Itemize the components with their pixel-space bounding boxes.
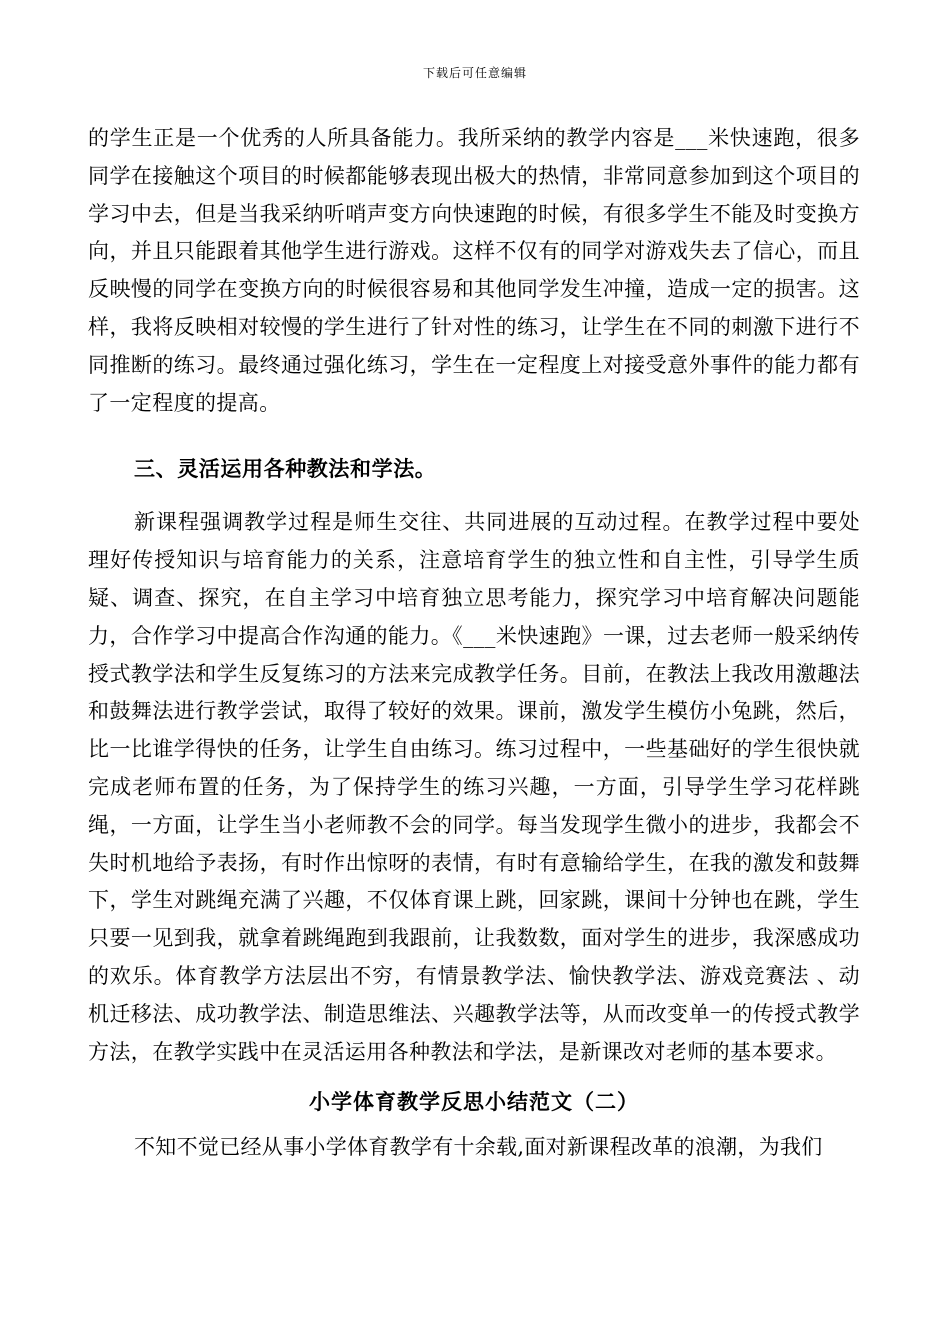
header-note: 下载后可任意编辑 [422,66,527,80]
section-paragraph: 新课程强调教学过程是师生交往、共同进展的互动过程。在教学过程中要处理好传授知识与培育能力的关系，注意培育学生的独立性和自主性，引导学生质疑、调查、探究，在自主学习中培育独立思考能力，探究学习中培育解决问题能力，合作学习中提高合作沟通的能力。《___米快速跑》一课，过去老师一般采纳传授式教学法和学生反复练习的方法来完成教学任务。目前，在教法上我改用激趣法和鼓舞法进行教学尝试，取得了较好的效果。课前，激发学生模仿小兔跳，然后，比一比谁学得快的任务，让学生自由练习。练习过程中，一些基础好的学生很快就完成老师布置的任务，为了保持学生的练习兴趣，一方面，引导学生学习花样跳绳，一方面，让学生当小老师教不会的同学。每当发现学生微小的进步，我都会不失时机地给予表扬，有时作出惊呀的表情，有时有意输给学生，在我的激发和鼓舞下，学生对跳绳充满了兴趣，不仅体育课上跳，回家跳，课间十分钟也在跳，学生只要一见到我，就拿着跳绳跑到我跟前，让我数数，面对学生的进步，我深感成功的欢乐。体育教学方法层出不穷，有情景教学法、愉快教学法、游戏竞赛法 、动机迁移法、成功教学法、制造思维法、兴趣教学法等，从而改变单一的传授式教学方法，在教学实践中在灵活运用各种教法和学法，是新课改对老师的基本要求。 [88,510,860,1064]
second-document-paragraph: 不知不觉已经从事小学体育教学有十余载,面对新课程改革的浪潮，为我们 [134,1135,823,1160]
section-heading: 三、灵活运用各种教法和学法。 [134,456,437,482]
document-body [88,120,860,1167]
intro-paragraph: 的学生正是一个优秀的人所具备能力。我所采纳的教学内容是___米快速跑，很多同学在接触这个项目的时候都能够表现出极大的热情，非常同意参加到这个项目的学习中去，但是当我采纳听哨声变方向快速跑的时候，有很多学生不能及时变换方向，并且只能跟着其他学生进行游戏。这样不仅有的同学对游戏失去了信心，而且反映慢的同学在变换方向的时候很容易和其他同学发生冲撞，造成一定的损害。这样，我将反映相对较慢的学生进行了针对性的练习，让学生在不同的刺激下进行不同推断的练习。最终通过强化练习，学生在一定程度上对接受意外事件的能力都有了一定程度的提高。 [88,126,860,415]
document-title: 小学体育教学反思小结范文（二） [309,1089,639,1115]
